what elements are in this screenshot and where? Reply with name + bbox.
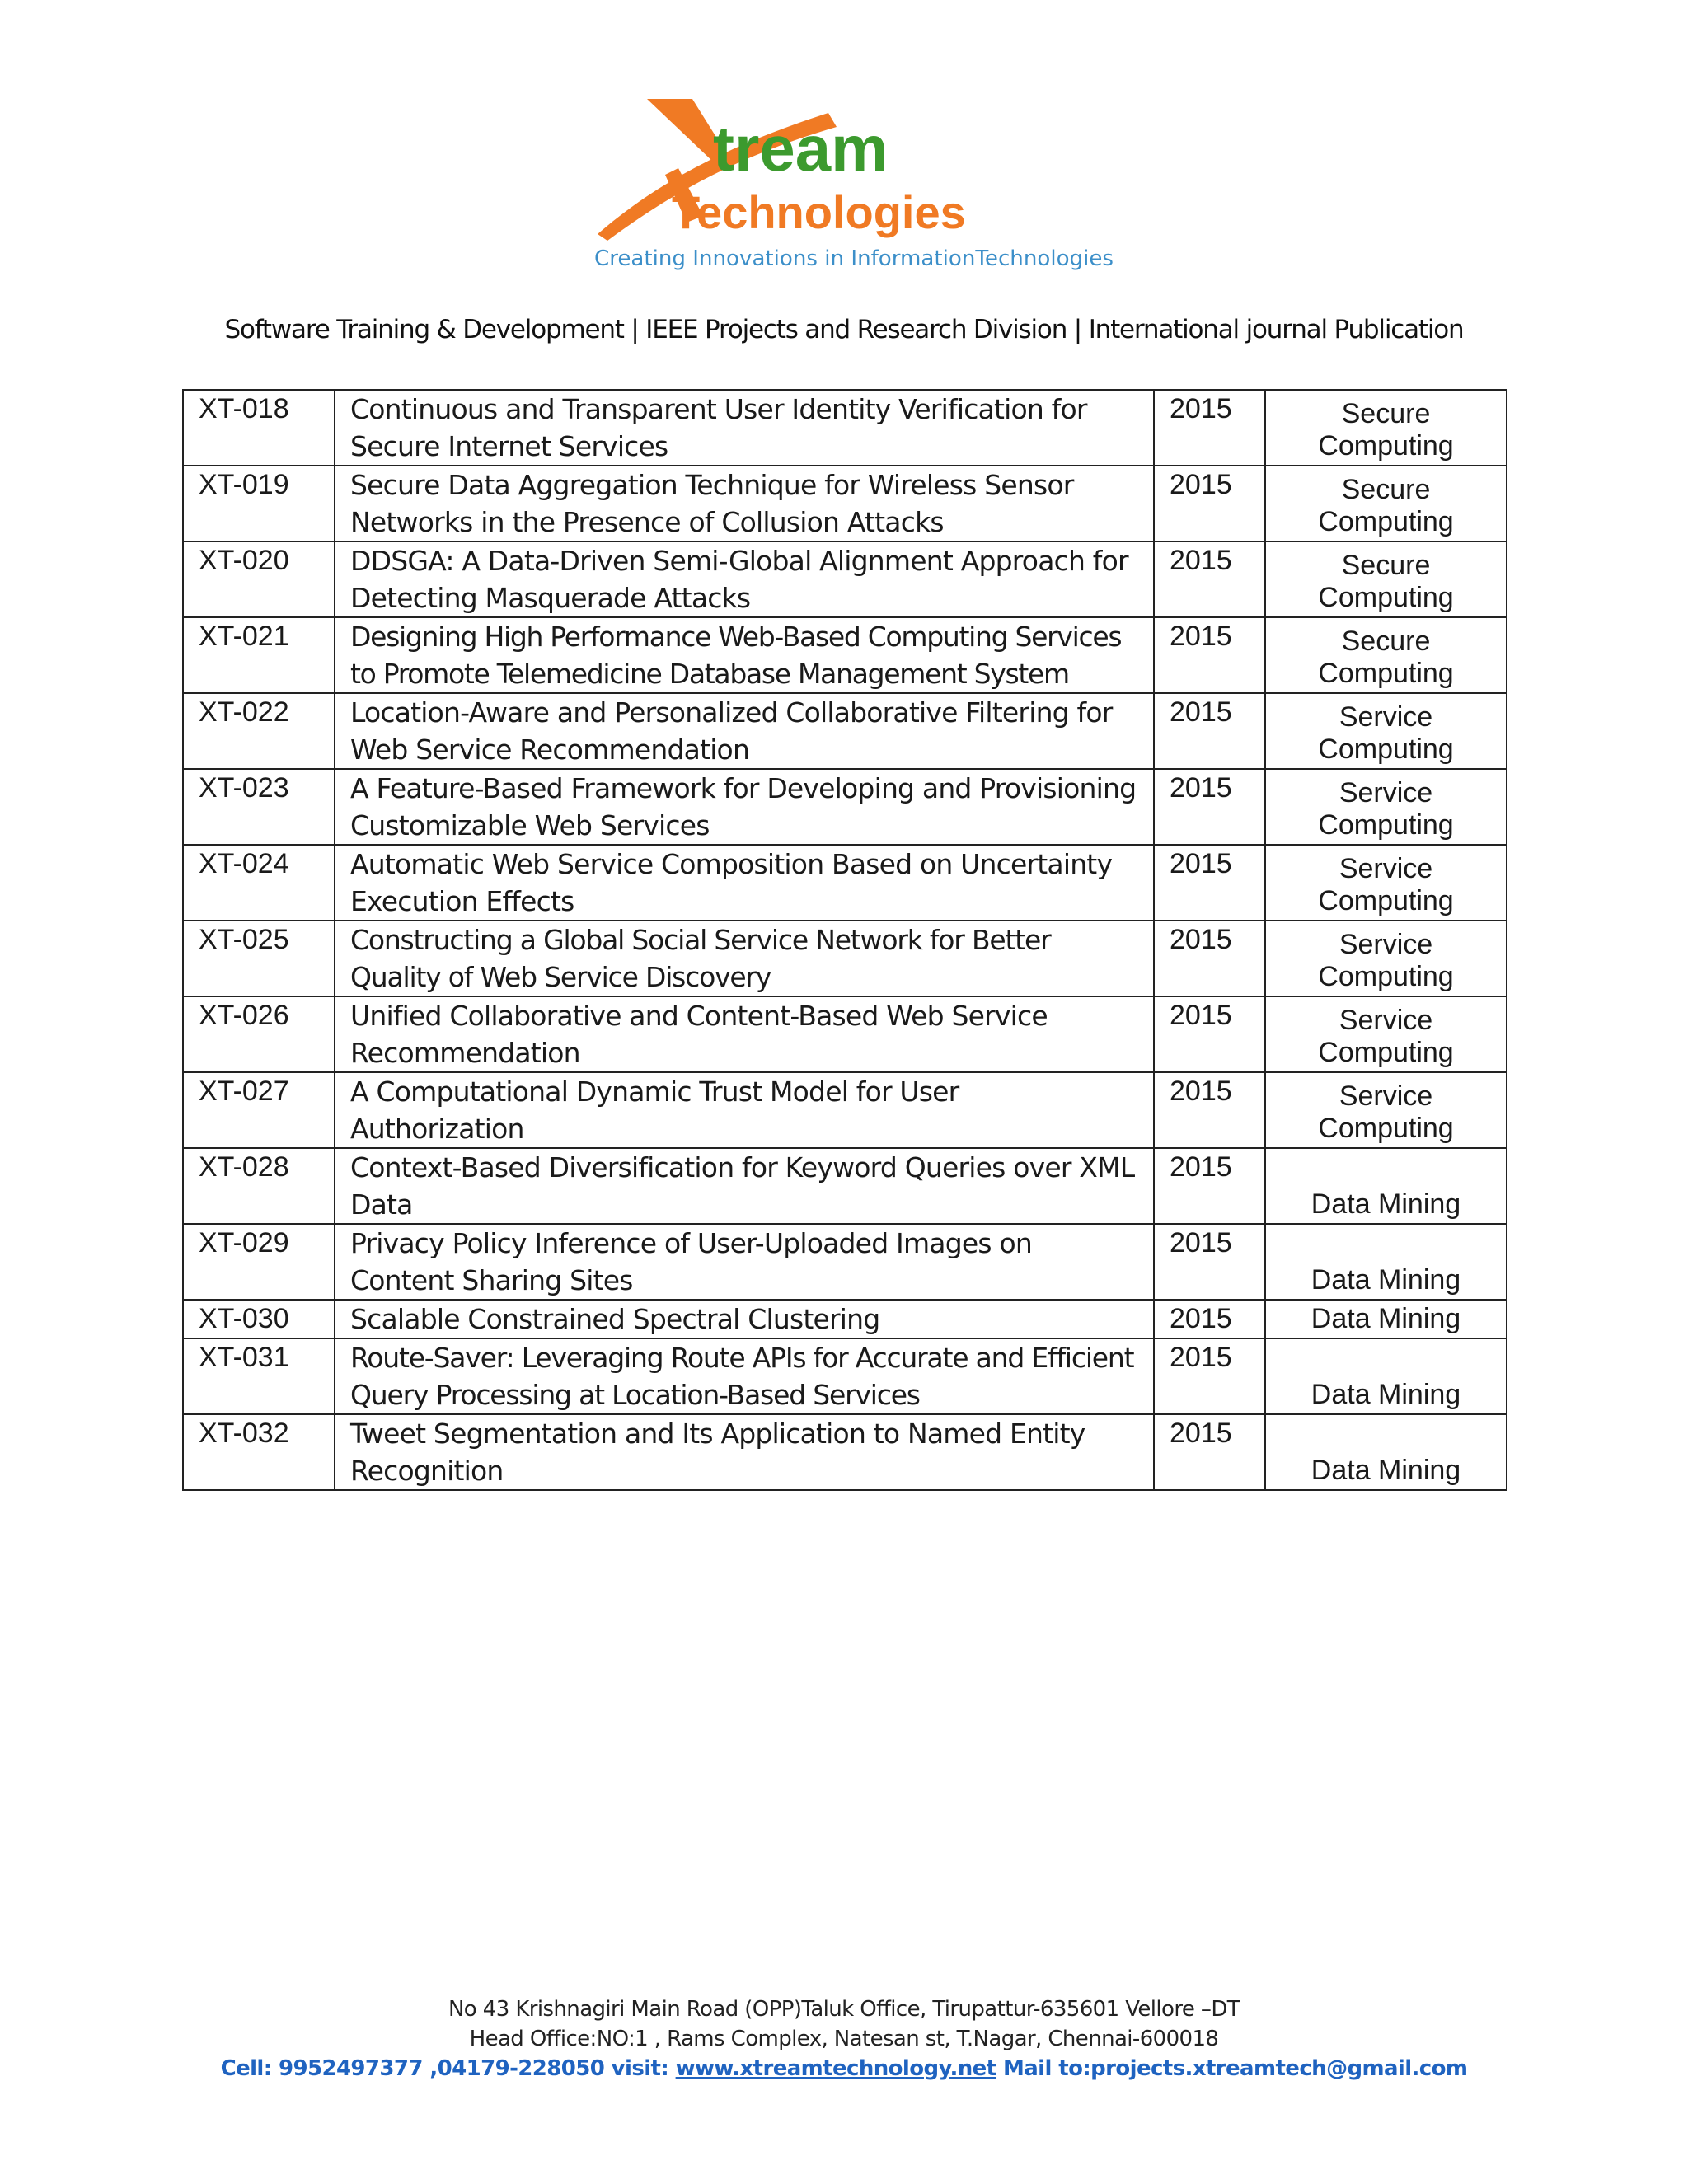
header-tagline: Software Training & Development | IEEE Projects and Research Division | International journal Publication: [224, 315, 1464, 344]
project-domain: Service Computing: [1265, 996, 1507, 1072]
footer-contact: [0, 2056, 1688, 2081]
project-id: XT-030: [183, 1300, 335, 1338]
projects-table: [182, 389, 1507, 1491]
project-domain: Data Mining: [1265, 1148, 1507, 1224]
table-row: [183, 1338, 1507, 1414]
project-domain: Service Computing: [1265, 1072, 1507, 1148]
project-domain: Service Computing: [1265, 693, 1507, 769]
project-id: XT-028: [183, 1148, 335, 1224]
project-year: 2015: [1154, 390, 1265, 466]
table-row: [183, 1224, 1507, 1300]
website-link[interactable]: www.xtreamtechnology.net: [675, 2056, 996, 2081]
project-title: Secure Data Aggregation Technique for Wireless Sensor Networks in the Presence of Collusion Attacks: [335, 466, 1154, 541]
project-title: Privacy Policy Inference of User-Uploaded Images on Content Sharing Sites: [335, 1224, 1154, 1300]
project-id: XT-019: [183, 466, 335, 541]
project-title: Continuous and Transparent User Identity Verification for Secure Internet Services: [335, 390, 1154, 466]
project-domain: Secure Computing: [1265, 466, 1507, 541]
table-row: [183, 769, 1507, 845]
project-title: DDSGA: A Data-Driven Semi-Global Alignment Approach for Detecting Masquerade Attacks: [335, 541, 1154, 617]
project-id: XT-023: [183, 769, 335, 845]
project-id: XT-027: [183, 1072, 335, 1148]
logo-motto: Creating Innovations in InformationTechnologies: [594, 246, 1114, 271]
projects-table-body: [183, 390, 1507, 1490]
project-year: 2015: [1154, 693, 1265, 769]
project-title: Location-Aware and Personalized Collaborative Filtering for Web Service Recommendation: [335, 693, 1154, 769]
project-title: Context-Based Diversification for Keyword Queries over XML Data: [335, 1148, 1154, 1224]
project-year: 2015: [1154, 996, 1265, 1072]
project-title: A Feature-Based Framework for Developing and Provisioning Customizable Web Services: [335, 769, 1154, 845]
project-title: Tweet Segmentation and Its Application to Named Entity Recognition: [335, 1414, 1154, 1490]
project-year: 2015: [1154, 617, 1265, 693]
project-year: 2015: [1154, 921, 1265, 996]
project-year: 2015: [1154, 1414, 1265, 1490]
project-title: Designing High Performance Web-Based Computing Services to Promote Telemedicine Database Management System: [335, 617, 1154, 693]
table-row: [183, 617, 1507, 693]
table-row: [183, 1414, 1507, 1490]
project-year: 2015: [1154, 466, 1265, 541]
project-domain: Service Computing: [1265, 845, 1507, 921]
project-id: XT-018: [183, 390, 335, 466]
project-id: XT-022: [183, 693, 335, 769]
table-row: [183, 921, 1507, 996]
project-domain: Data Mining: [1265, 1338, 1507, 1414]
project-id: XT-025: [183, 921, 335, 996]
project-title: Unified Collaborative and Content-Based Web Service Recommendation: [335, 996, 1154, 1072]
table-row: [183, 466, 1507, 541]
project-year: 2015: [1154, 845, 1265, 921]
project-title: Constructing a Global Social Service Network for Better Quality of Web Service Discovery: [335, 921, 1154, 996]
footer-mail: Mail to:projects.xtreamtech@gmail.com: [1002, 2056, 1468, 2081]
table-row: [183, 693, 1507, 769]
project-year: 2015: [1154, 1148, 1265, 1224]
project-year: 2015: [1154, 1224, 1265, 1300]
project-id: XT-021: [183, 617, 335, 693]
project-domain: Data Mining: [1265, 1300, 1507, 1338]
project-domain: Secure Computing: [1265, 541, 1507, 617]
footer-head-office: Head Office:NO:1 , Rams Complex, Natesan st, T.Nagar, Chennai-600018: [469, 2027, 1219, 2051]
project-title: Scalable Constrained Spectral Clustering: [335, 1300, 1154, 1338]
table-row: [183, 996, 1507, 1072]
project-domain: Data Mining: [1265, 1414, 1507, 1490]
table-row: [183, 845, 1507, 921]
project-id: XT-031: [183, 1338, 335, 1414]
project-title: Route-Saver: Leveraging Route APIs for Accurate and Efficient Query Processing at Location-Based Services: [335, 1338, 1154, 1414]
project-id: XT-024: [183, 845, 335, 921]
project-domain: Data Mining: [1265, 1224, 1507, 1300]
project-id: XT-026: [183, 996, 335, 1072]
project-year: 2015: [1154, 1338, 1265, 1414]
table-row: [183, 1072, 1507, 1148]
table-row: [183, 1148, 1507, 1224]
project-id: XT-032: [183, 1414, 335, 1490]
project-year: 2015: [1154, 541, 1265, 617]
project-year: 2015: [1154, 769, 1265, 845]
project-year: 2015: [1154, 1300, 1265, 1338]
project-year: 2015: [1154, 1072, 1265, 1148]
logo-word: tream: [713, 112, 889, 185]
project-id: XT-029: [183, 1224, 335, 1300]
project-domain: Secure Computing: [1265, 617, 1507, 693]
project-title: Automatic Web Service Composition Based on Uncertainty Execution Effects: [335, 845, 1154, 921]
company-logo: [589, 92, 1117, 282]
table-row: [183, 1300, 1507, 1338]
footer-address: No 43 Krishnagiri Main Road (OPP)Taluk Office, Tirupattur-635601 Vellore –DT: [448, 1997, 1240, 2022]
table-row: [183, 390, 1507, 466]
project-id: XT-020: [183, 541, 335, 617]
footer-contact-prefix: Cell: 9952497377 ,04179-228050 visit:: [220, 2056, 669, 2081]
project-title: A Computational Dynamic Trust Model for User Authorization: [335, 1072, 1154, 1148]
logo-sub: Technologies: [672, 186, 966, 238]
project-domain: Secure Computing: [1265, 390, 1507, 466]
project-domain: Service Computing: [1265, 769, 1507, 845]
table-row: [183, 541, 1507, 617]
project-domain: Service Computing: [1265, 921, 1507, 996]
